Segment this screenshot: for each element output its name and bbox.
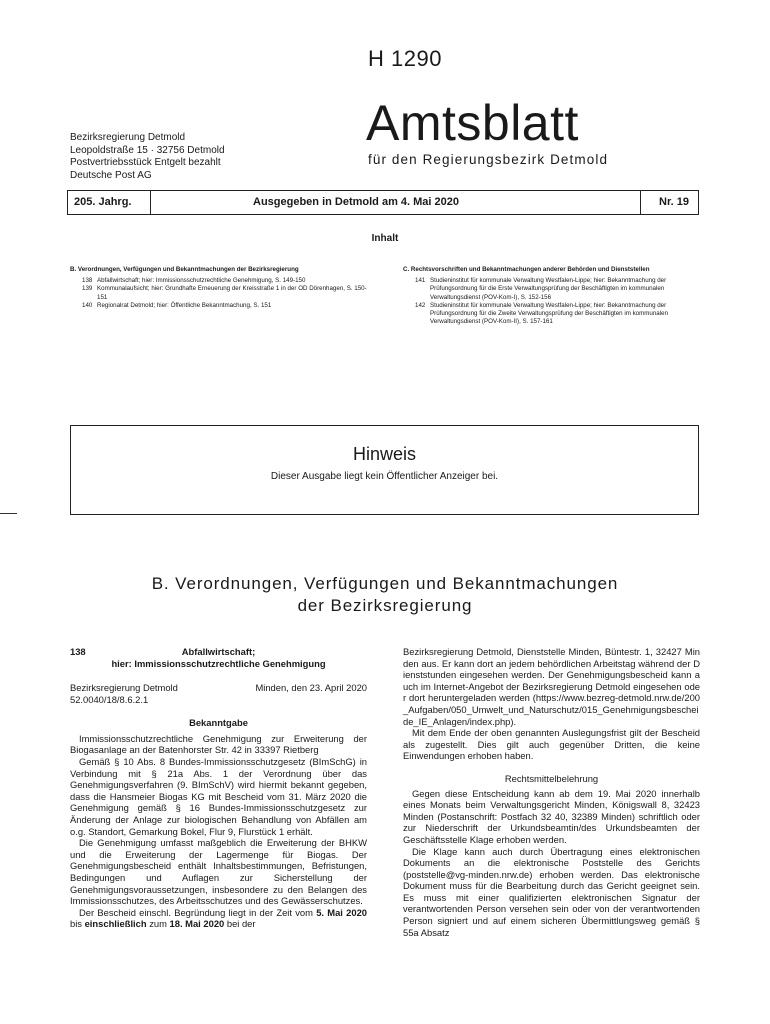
contents-item[interactable] bbox=[82, 277, 370, 285]
issue-number: Nr. 19 bbox=[659, 196, 689, 208]
article-title-row bbox=[70, 646, 367, 658]
contents-left bbox=[70, 266, 370, 310]
contents-heading: C. Rechtsvorschriften und Bekanntmachungen anderer Behörden und Dienststellen bbox=[403, 266, 650, 273]
item-text: Abfallwirtschaft; hier: Immissionsschutzrechtliche Genehmigung, S. 149-150 bbox=[97, 277, 306, 285]
sender-line: Leopoldstraße 15 · 32756 Detmold bbox=[70, 144, 225, 156]
contents-item[interactable] bbox=[415, 302, 701, 327]
paragraph: Gemäß § 10 Abs. 8 Bundes-Immissionsschutzgesetz (BImSchG) in Verbindung mit § 21a Abs. 1 der Verordnung über das Genehmigungsverfahren (9. BImSchV) wird hiermit bekannt gegeben, dass die Hansmeier Biogas KG mit Bescheid vom 31. März 2020 die Genehmigung gemäß § 16 Bundes-Immissionsschutzgesetz zur Änderung der Anlage zur biologischen Behandlung von Abfällen am o.g. Standort, Gemarkung Bokel, Flur 9, Flurstück 1 erhält. bbox=[70, 755, 367, 837]
article-file-ref: 52.0040/18/8.6.2.1 bbox=[70, 693, 149, 705]
paragraph: Gegen diese Entscheidung kann ab dem 19. Mai 2020 innerhalb eines Monats beim Verwaltungsgericht Minden, Königswall 8, 32423 Minden (Postanschrift: Postfach 32 40, 32389 Minden) schriftlich oder zur Niederschrift der Urkundsbeamtin/des Urkundsbeamten der Geschäftsstelle Klage erhoben werden. bbox=[403, 787, 700, 845]
section-title-line: der Bezirksregierung bbox=[297, 596, 473, 615]
text-emphasis: einschließlich bbox=[84, 918, 147, 930]
contents-heading: B. Verordnungen, Verfügungen und Bekanntmachungen der Bezirksregierung bbox=[70, 266, 299, 273]
contents-title: Inhalt bbox=[371, 233, 399, 244]
text-run: zum bbox=[146, 918, 170, 930]
document-code: H 1290 bbox=[368, 46, 442, 71]
bar-divider bbox=[150, 191, 151, 214]
sender-block bbox=[70, 132, 225, 182]
article-number: 138 bbox=[70, 646, 86, 657]
text-run: bis bbox=[70, 918, 85, 930]
issue-date: Ausgegeben in Detmold am 4. Mai 2020 bbox=[253, 196, 460, 208]
notice-text: Dieser Ausgabe liegt kein Öffentlicher Anzeiger bei. bbox=[270, 471, 499, 482]
section-title-line: B. Verordnungen, Verfügungen und Bekanntmachungen bbox=[151, 574, 619, 593]
margin-mark bbox=[0, 513, 17, 514]
article-place-date: Minden, den 23. April 2020 bbox=[255, 681, 367, 693]
article-subtitle: hier: Immissionsschutzrechtliche Genehmigung bbox=[111, 658, 326, 669]
paragraph: Immissionsschutzrechtliche Genehmigung zur Erweiterung der Biogasanlage an der Batenhorster Str. 42 in 33397 Rietberg bbox=[70, 732, 367, 756]
text-run: Der Bescheid einschl. Begründung liegt in der Zeit vom bbox=[79, 906, 317, 918]
article-right-column bbox=[403, 646, 700, 938]
article-heading: Bekanntgabe bbox=[189, 717, 248, 729]
issue-bar bbox=[67, 190, 699, 215]
contents-item[interactable] bbox=[82, 302, 370, 310]
issue-year: 205. Jahrg. bbox=[74, 196, 132, 208]
notice-box bbox=[70, 425, 699, 515]
item-text: Studieninstitut für kommunale Verwaltung Westfalen-Lippe; hier: Bekanntmachung der Prüfungsordnung für die Erste Verwaltungsprüfung der Beschäftigten im kommunalen Verwaltungsdienst (POV-Kom-I), S. 152-156 bbox=[430, 277, 667, 301]
item-number: 140 bbox=[82, 301, 93, 309]
text-run: bei der bbox=[224, 918, 256, 930]
article-meta bbox=[70, 682, 367, 694]
contents-right bbox=[403, 266, 701, 326]
date-end: 18. Mai 2020 bbox=[169, 918, 225, 930]
masthead-title: Amtsblatt bbox=[366, 95, 579, 151]
date-start: 5. Mai 2020 bbox=[316, 906, 368, 918]
item-number: 141 bbox=[415, 277, 426, 285]
sender-line: Deutsche Post AG bbox=[70, 169, 152, 181]
article-title: Abfallwirtschaft; bbox=[181, 646, 256, 657]
contents-item[interactable] bbox=[415, 277, 701, 302]
paragraph: Die Genehmigung umfasst maßgeblich die Erweiterung der BHKW und die Erweiterung der Lagermenge für Biogas. Der Genehmigungsbescheid enthält Inhaltsbestimmungen, Befristungen, Bedingungen und Auflagen zur Sicherstellung der Genehmigungsvoraussetzungen, insbesondere zu den Belangen des Immissionsschutzes, des Arbeitsschutzes und des Gewässerschutzes. bbox=[70, 837, 367, 907]
paragraph: Die Klage kann auch durch Übertragung eines elektronischen Dokuments an die elektronische Poststelle des Gerichts (poststelle@vg-minden.nrw.de) erhoben werden. Das elektronische Dokument muss für die Bearbeitung durch das Gericht geeignet sein. Es muss mit einer qualifizierten elektronischen Signatur der verantwortenden Person versehen sein oder von der verantwortenden Person signiert und auf einem sicheren Übermittlungsweg gemäß § 55a Absatz bbox=[403, 845, 700, 938]
masthead-subtitle: für den Regierungsbezirk Detmold bbox=[368, 152, 609, 167]
bar-divider bbox=[640, 191, 641, 214]
article-left-column bbox=[70, 646, 367, 930]
item-number: 139 bbox=[82, 285, 93, 293]
paragraph: Mit dem Ende der oben genannten Auslegungsfrist gilt der Bescheid als zugestellt. Dies gilt auch gegenüber Dritten, die keine Einwendungen erhoben haben. bbox=[403, 727, 700, 762]
contents-item[interactable] bbox=[82, 285, 370, 301]
item-text: Regionalrat Detmold; hier: Öffentliche Bekanntmachung, S. 151 bbox=[97, 301, 272, 309]
item-text: Studieninstitut für kommunale Verwaltung Westfalen-Lippe; hier: Bekanntmachung der Prüfungsordnung für die Zweite Verwaltungsprüfung der Beschäftigten im kommunalen Verwaltungsdienst (POV-Kom-II), S. 157-161 bbox=[430, 301, 669, 326]
item-text: Kommunalaufsicht; hier: Grundhafte Erneuerung der Kreisstraße 1 in der OD Dörenhagen, S. 150-151 bbox=[97, 285, 367, 301]
notice-title: Hinweis bbox=[352, 444, 417, 464]
article-authority: Bezirksregierung Detmold bbox=[70, 681, 178, 693]
section-title bbox=[0, 573, 770, 617]
item-number: 142 bbox=[415, 301, 426, 309]
paragraph bbox=[70, 907, 367, 930]
sender-line: Postvertriebsstück Entgelt bezahlt bbox=[70, 157, 221, 168]
sender-line: Bezirksregierung Detmold bbox=[70, 132, 186, 143]
paragraph: Bezirksregierung Detmold, Dienststelle Minden, Büntestr. 1, 32427 Minden aus. Er kann dort an jedem behördlichen Arbeitstag während der Dienststunden eingesehen werden. Der Genehmigungsbescheid kann auch im Internet-Angebot der Bezirksregierung Detmold eingesehen oder dort heruntergeladen werden (https://www.bezreg-detmold.nrw.de/200_Aufgaben/050_Umwelt_und_Naturschutz/015_Genehmigungsbescheide_IE_Anlagen/index.php). bbox=[403, 646, 700, 727]
item-number: 138 bbox=[82, 277, 93, 285]
remedy-heading: Rechtsmittelbelehrung bbox=[504, 772, 599, 784]
